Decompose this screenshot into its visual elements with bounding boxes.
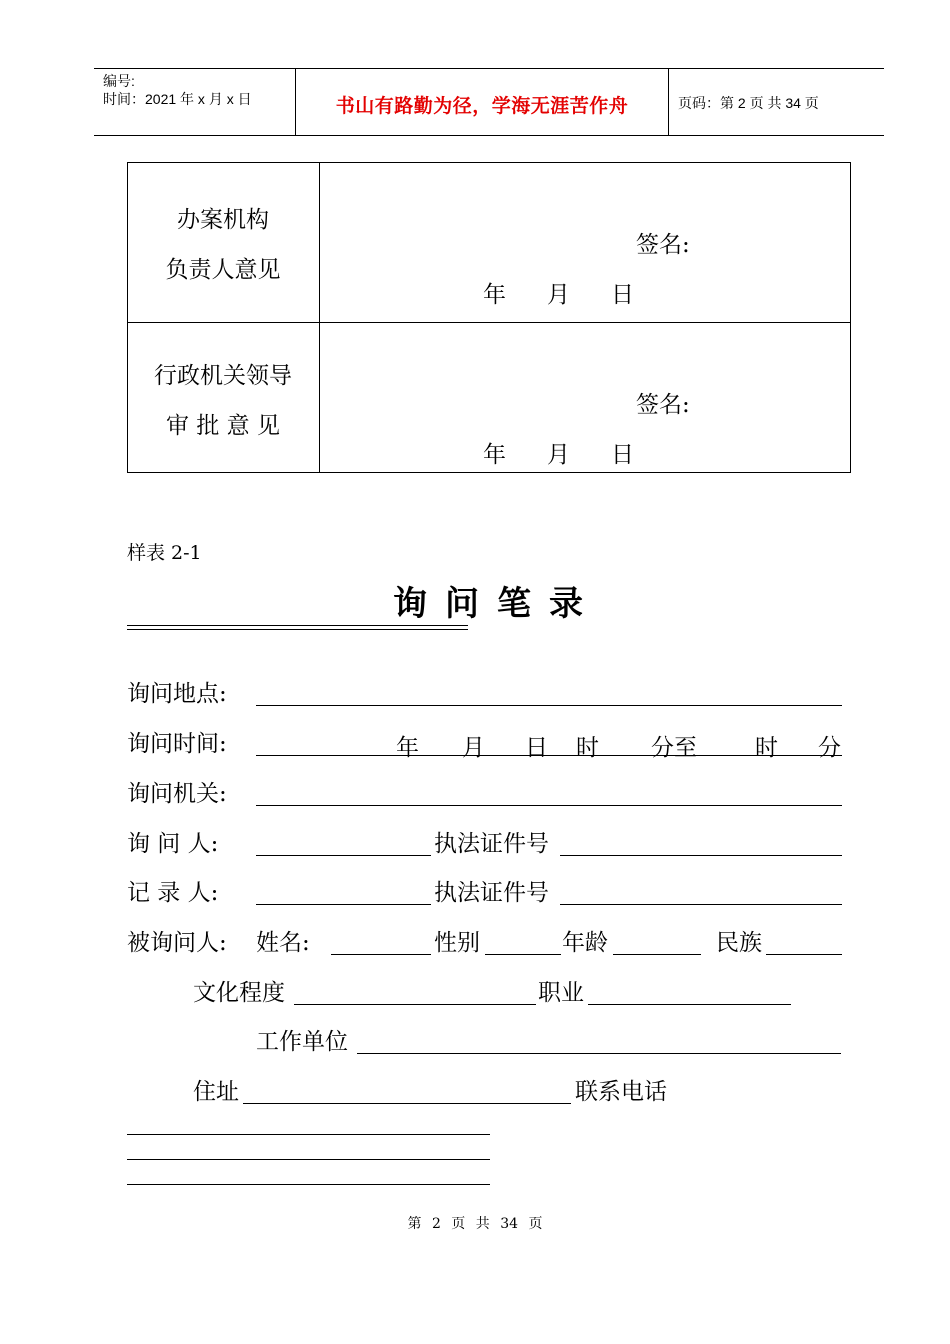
phone-label: 联系电话 <box>575 1079 667 1105</box>
time-unit-minute-to: 分至 <box>651 735 697 761</box>
time-unit-hour: 时 <box>576 735 599 761</box>
phone-continuation-field[interactable] <box>127 1134 490 1135</box>
name-label: 姓名: <box>256 930 310 956</box>
address-field[interactable] <box>243 1103 571 1104</box>
recorder-cert-label: 执法证件号 <box>434 880 549 906</box>
blank-line[interactable] <box>127 1184 490 1185</box>
date-year: 年 <box>483 282 506 308</box>
time-label: 询问时间: <box>127 731 227 757</box>
time-unit-day: 日 <box>525 735 548 761</box>
name-field[interactable] <box>331 954 431 955</box>
date-year: 年 <box>483 442 506 468</box>
time-unit-year: 年 <box>396 735 419 761</box>
inquirer-label: 询 问 人: <box>127 831 219 857</box>
header-divider <box>668 69 669 136</box>
date-day: 日 <box>611 442 634 468</box>
location-field[interactable] <box>256 705 842 706</box>
row-label-line1: 行政机关领导 <box>154 363 292 389</box>
time-unit-hour-end: 时 <box>755 735 778 761</box>
occupation-field[interactable] <box>588 1004 791 1005</box>
signature-label: 签名: <box>636 392 690 418</box>
recorder-cert-field[interactable] <box>560 904 842 905</box>
workplace-label: 工作单位 <box>256 1029 348 1055</box>
workplace-field[interactable] <box>357 1053 841 1054</box>
table-row-divider <box>127 322 851 323</box>
time-unit-month: 月 <box>462 735 485 761</box>
row-label-line2: 审 批 意 见 <box>166 413 280 439</box>
ethnicity-field[interactable] <box>766 954 842 955</box>
recorder-label: 记 录 人: <box>127 880 219 906</box>
header-top-rule <box>94 68 884 69</box>
date-month: 月 <box>547 442 570 468</box>
subject-label: 被询问人: <box>127 930 227 956</box>
time-unit-minute-end: 分 <box>818 735 841 761</box>
signature-label: 签名: <box>636 232 690 258</box>
education-field[interactable] <box>294 1004 536 1005</box>
table-column-divider <box>319 162 320 473</box>
title-double-rule <box>127 629 468 630</box>
title-double-rule <box>127 625 468 626</box>
age-label: 年龄 <box>562 930 608 956</box>
age-field[interactable] <box>613 954 701 955</box>
form-title: 询问笔录 <box>393 584 601 624</box>
page-footer: 第 2 页 共 34 页 <box>407 1216 543 1232</box>
location-label: 询问地点: <box>127 681 227 707</box>
header-bottom-rule <box>94 135 884 136</box>
row-label-line1: 办案机构 <box>177 207 269 233</box>
gender-field[interactable] <box>485 954 561 955</box>
gender-label: 性别 <box>434 930 480 956</box>
time-field[interactable] <box>256 755 842 756</box>
header-page-info: 页码：第 2 页 共 34 页 <box>678 95 819 111</box>
address-label: 住址 <box>193 1079 239 1105</box>
agency-label: 询问机关: <box>127 781 227 807</box>
sample-label: 样表 2-1 <box>127 542 202 564</box>
inquirer-cert-field[interactable] <box>560 855 842 856</box>
ethnicity-label: 民族 <box>716 930 762 956</box>
occupation-label: 职业 <box>538 980 584 1006</box>
header-time-label: 时间：2021 年 x 月 x 日 <box>103 91 252 107</box>
recorder-field[interactable] <box>256 904 431 905</box>
date-day: 日 <box>611 282 634 308</box>
row-label-line2: 负责人意见 <box>165 257 281 283</box>
agency-field[interactable] <box>256 805 842 806</box>
blank-line[interactable] <box>127 1159 490 1160</box>
inquirer-field[interactable] <box>256 855 431 856</box>
header-motto: 书山有路勤为径，学海无涯苦作舟 <box>335 95 629 117</box>
inquirer-cert-label: 执法证件号 <box>434 831 549 857</box>
header-number-label: 编号: <box>103 73 135 89</box>
education-label: 文化程度 <box>193 980 285 1006</box>
date-month: 月 <box>547 282 570 308</box>
